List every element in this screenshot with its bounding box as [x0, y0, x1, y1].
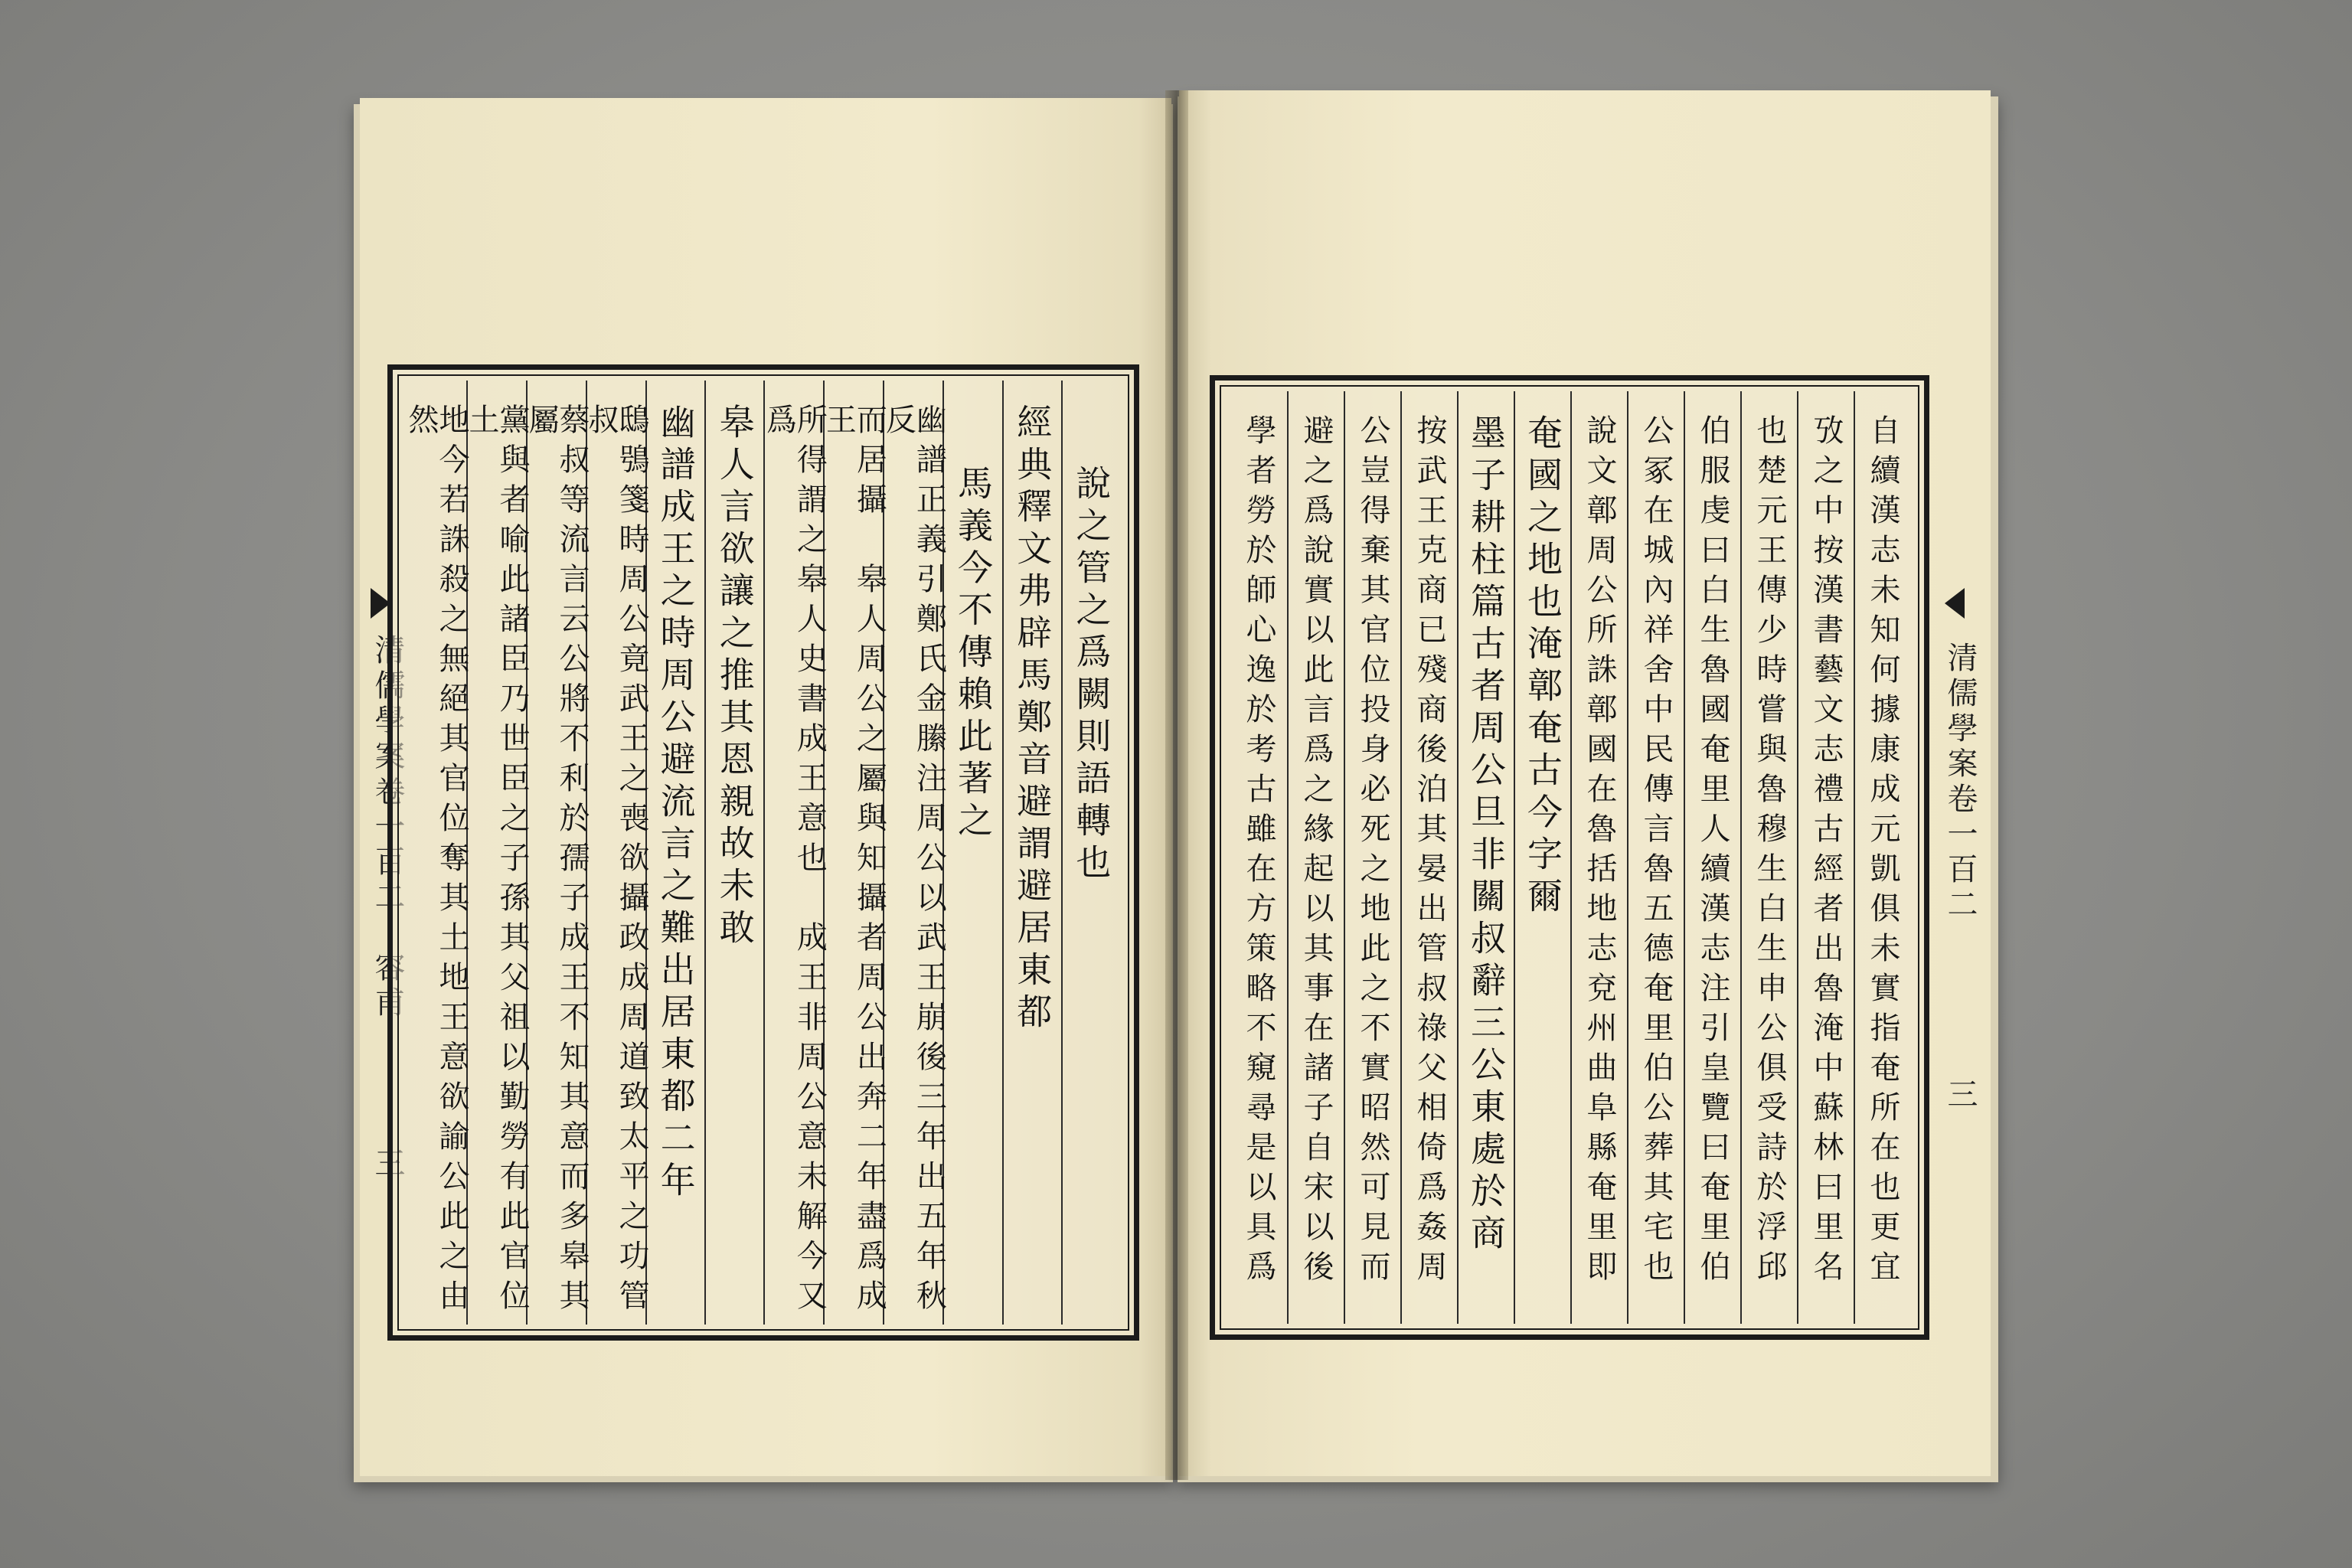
- text-column: 公冢在城內祥舍中民傳言魯五德奄里伯公葬其宅也: [1627, 391, 1684, 1324]
- text-column: 公豈得棄其官位投身必死之地此之不實昭然可見而: [1344, 391, 1400, 1324]
- text-column: 學者勞於師心逸於考古雖在方策略不窺尋是以具爲: [1241, 414, 1276, 1290]
- text-column: 攷之中按漢書藝文志禮古經者出魯淹中蘇林曰里名: [1797, 391, 1854, 1324]
- left-columns: [403, 381, 1120, 1325]
- text-column: 自續漢志未知何據康成元凱俱未實指奄所在也更宜: [1854, 391, 1910, 1324]
- text-column: 蔡叔等流言云公將不利於孺子成王不知其意而多皋其屬: [526, 381, 586, 1325]
- book-gutter: [1165, 90, 1188, 1480]
- right-fold-title: 清儒學案卷一百二: [1942, 642, 1978, 923]
- text-column: 幽譜成王之時周公避流言之難出居東都二年: [645, 381, 704, 1325]
- right-columns: [1229, 391, 1910, 1324]
- text-column: 所得謂之皋人史書成王意也 成王非周公意未解今又爲: [763, 381, 823, 1325]
- text-column: 也楚元王傳少時嘗與魯穆生白生申公俱受詩於浮邱: [1740, 391, 1797, 1324]
- text-column: 說之管之爲闕則語轉也: [1061, 381, 1120, 1325]
- text-column: 黨與者喻此諸臣乃世臣之子孫其父祖以勤勞有此官位土: [466, 381, 526, 1325]
- text-column: 皋人言欲讓之推其恩親故未敢: [704, 381, 763, 1325]
- right-page: [1179, 90, 1991, 1476]
- text-column: 奄國之地也淹鄣奄古今字爾: [1514, 391, 1570, 1324]
- text-column: 按武王克商已殘商後泊其晏出管叔祿父相倚爲姦周: [1400, 391, 1457, 1324]
- text-column: 說文鄣周公所誅鄣國在魯括地志兗州曲阜縣奄里即: [1570, 391, 1627, 1324]
- fold-marker: [1945, 588, 1965, 619]
- open-book: [360, 90, 1991, 1484]
- text-column: 避之爲說實以此言爲之緣起以其事在諸子自宋以後: [1287, 391, 1344, 1324]
- text-column: 伯服虔曰白生魯國奄里人續漢志注引皇覽曰奄里伯: [1684, 391, 1740, 1324]
- right-fold-page-number: 三: [1942, 1078, 1978, 1113]
- text-column: 經典釋文弗辟馬鄭音避謂避居東都: [1002, 381, 1061, 1325]
- left-page: [360, 98, 1171, 1476]
- text-column: 鴟鴞箋時周公竟武王之喪欲攝政成周道致太平之功管叔: [586, 381, 645, 1325]
- text-column: 墨子耕柱篇古者周公旦非關叔辭三公東處於商: [1457, 391, 1514, 1324]
- left-text-frame: [387, 364, 1139, 1341]
- text-column: 而居攝 皋人周公之屬與知攝者周公出奔二年盡爲成王: [823, 381, 883, 1325]
- text-column: 馬義今不傳賴此著之: [942, 381, 1001, 1325]
- text-column: 幽譜正義引鄭氏金縢注周公以武王崩後三年出五年秋反: [883, 381, 942, 1325]
- right-text-frame: [1210, 375, 1929, 1340]
- text-column: 地今若誅殺之無絕其官位奪其土地王意欲諭公此之由然: [403, 403, 469, 1319]
